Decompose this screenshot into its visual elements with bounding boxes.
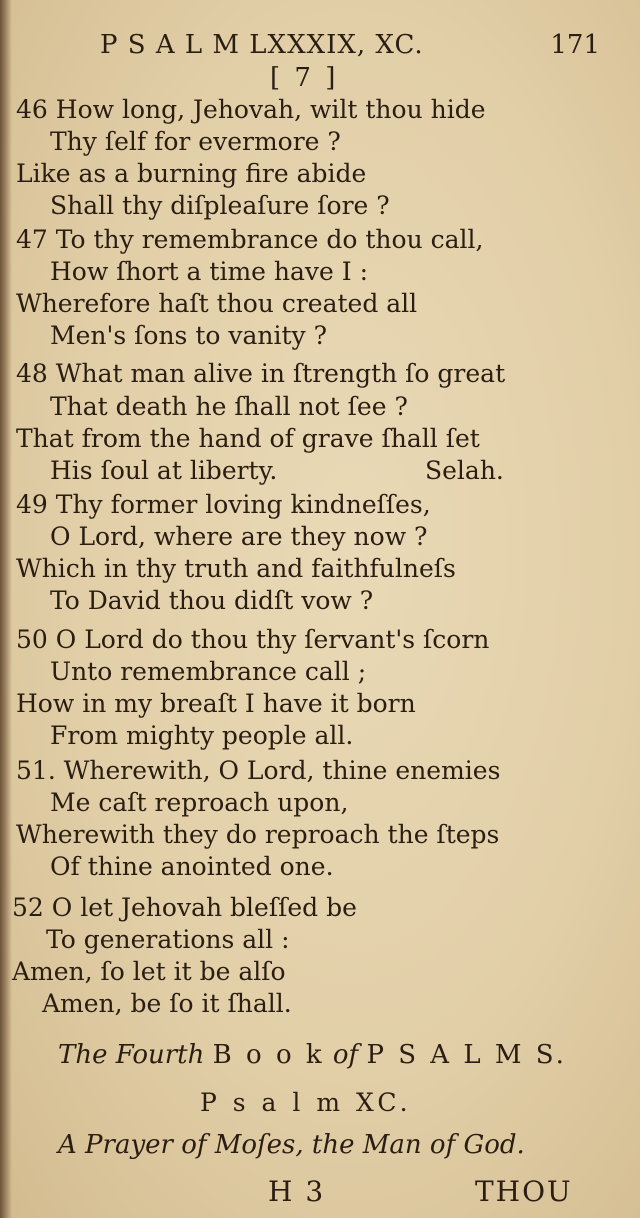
- verse-line: That from the hand of grave ſhall ſet: [16, 424, 480, 453]
- verse-number: 50: [16, 625, 48, 654]
- verse-line: Wherefore haſt thou created all: [16, 289, 418, 318]
- verse-text: . Wherewith, O Lord, thine enemies: [47, 756, 501, 785]
- verse-line: [16, 225, 483, 255]
- verse-line: His ſoul at liberty.: [50, 456, 278, 485]
- verse-line: Men's ſons to vanity ?: [50, 321, 328, 350]
- book-title-part: The Fourth: [58, 1040, 205, 1070]
- verse-number: 52: [12, 893, 44, 922]
- catchword: THOU: [475, 1175, 573, 1208]
- running-head: P S A L M LXXXIX, XC.: [100, 30, 424, 60]
- verse-line: From mighty people all.: [50, 721, 354, 750]
- book-title-part: P S A L M S.: [366, 1040, 567, 1070]
- verse-text: To thy remembrance do thou call,: [55, 225, 484, 254]
- verse-line: [16, 490, 431, 520]
- verse-text: What man alive in ſtrength ſo great: [55, 359, 506, 388]
- verse-line: [16, 756, 500, 786]
- verse-line: [16, 95, 486, 125]
- verse-line: [16, 625, 489, 655]
- verse-text: Thy former loving kindneſſes,: [55, 490, 431, 519]
- verse-line: Unto remembrance call ;: [50, 657, 367, 686]
- psalm-subtitle: A Prayer of Moſes, the Man of God.: [58, 1130, 525, 1160]
- verse-line: [12, 893, 357, 923]
- selah-mark: Selah.: [425, 456, 504, 485]
- verse-text: O Lord do thou thy ſervant's ſcorn: [55, 625, 490, 654]
- verse-line: To David thou didſt vow ?: [50, 586, 374, 615]
- verse-number: 47: [16, 225, 48, 254]
- verse-line: That death he ſhall not ſee ?: [50, 392, 408, 421]
- verse-line: Shall thy diſpleaſure ſore ?: [50, 191, 390, 220]
- verse-text: O let Jehovah bleſſed be: [51, 893, 357, 922]
- verse-number: 51: [16, 756, 48, 785]
- verse-number: 49: [16, 490, 48, 519]
- book-title-part: of: [332, 1040, 359, 1070]
- verse-number: 48: [16, 359, 48, 388]
- verse-line: To generations all :: [46, 925, 290, 954]
- signature-mark: [ 7 ]: [270, 63, 339, 93]
- book-title-part: B o o k: [212, 1040, 325, 1070]
- signature-footer: H 3: [268, 1175, 326, 1208]
- verse-line: Which in thy truth and faithfulneſs: [16, 554, 456, 583]
- psalm-heading: P s a l m XC.: [200, 1088, 412, 1117]
- binding-shadow: [0, 0, 12, 1218]
- verse-text: How long, Jehovah, wilt thou hide: [55, 95, 486, 124]
- verse-line: Wherewith they do reproach the ſteps: [16, 820, 500, 849]
- verse-line: Amen, be ſo it ſhall.: [42, 989, 292, 1018]
- verse-line: Amen, ſo let it be alſo: [12, 957, 286, 986]
- verse-line: Like as a burning fire abide: [16, 159, 367, 188]
- verse-line: O Lord, where are they now ?: [50, 522, 428, 551]
- verse-line: How ſhort a time have I :: [50, 257, 369, 286]
- verse-number: 46: [16, 95, 48, 124]
- verse-line: Thy ſelf for evermore ?: [50, 127, 341, 156]
- verse-line: Of thine anointed one.: [50, 852, 334, 881]
- page-number: 171: [550, 30, 600, 60]
- verse-line: How in my breaſt I have it born: [16, 689, 416, 718]
- verse-line: [16, 359, 505, 389]
- book-title: [58, 1040, 567, 1070]
- verse-line: Me caſt reproach upon,: [50, 788, 349, 817]
